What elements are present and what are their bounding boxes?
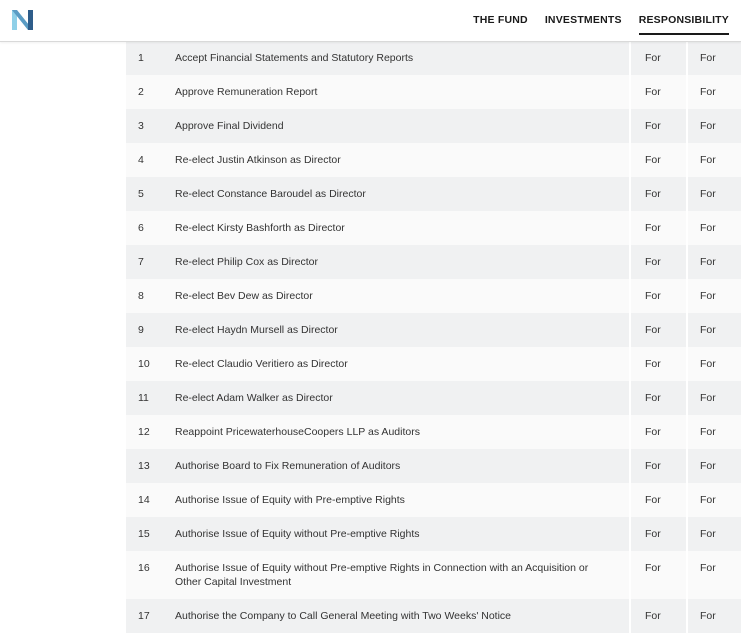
vote-cast: For [687, 75, 741, 109]
management-recommendation: For [630, 245, 687, 279]
management-recommendation: For [630, 177, 687, 211]
management-recommendation: For [630, 449, 687, 483]
resolution-number: 9 [126, 313, 175, 347]
table-row [126, 109, 741, 143]
table-row [126, 143, 741, 177]
management-recommendation: For [630, 415, 687, 449]
resolution-text: Re-elect Constance Baroudel as Director [175, 177, 630, 211]
table-row [126, 381, 741, 415]
management-recommendation: For [630, 381, 687, 415]
resolution-number: 7 [126, 245, 175, 279]
management-recommendation: For [630, 41, 687, 75]
resolution-number: 6 [126, 211, 175, 245]
management-recommendation: For [630, 347, 687, 381]
table-row [126, 279, 741, 313]
table-row [126, 347, 741, 381]
nav-responsibility[interactable]: RESPONSIBILITY [638, 13, 729, 26]
vote-cast: For [687, 143, 741, 177]
vote-cast: For [687, 415, 741, 449]
management-recommendation: For [630, 109, 687, 143]
n-brand-logo-icon[interactable] [12, 10, 34, 30]
resolution-text: Accept Financial Statements and Statutory Reports [175, 41, 630, 75]
resolution-text: Authorise the Company to Call General Meeting with Two Weeks' Notice [175, 599, 630, 633]
vote-cast: For [687, 313, 741, 347]
nav-the-fund[interactable]: THE FUND [473, 13, 528, 26]
resolution-number: 16 [126, 551, 175, 599]
resolution-text: Re-elect Justin Atkinson as Director [175, 143, 630, 177]
table-row [126, 313, 741, 347]
vote-cast: For [687, 551, 741, 599]
table-row [126, 75, 741, 109]
management-recommendation: For [630, 551, 687, 599]
resolution-text: Authorise Issue of Equity without Pre-emptive Rights [175, 517, 630, 551]
resolution-text: Re-elect Adam Walker as Director [175, 381, 630, 415]
vote-cast: For [687, 483, 741, 517]
management-recommendation: For [630, 599, 687, 633]
resolution-text: Authorise Issue of Equity without Pre-emptive Rights in Connection with an Acquisition or Other Capital Investment [175, 551, 630, 599]
management-recommendation: For [630, 211, 687, 245]
resolution-number: 11 [126, 381, 175, 415]
resolution-number: 14 [126, 483, 175, 517]
vote-cast: For [687, 211, 741, 245]
resolution-number: 2 [126, 75, 175, 109]
table-row [126, 245, 741, 279]
vote-cast: For [687, 599, 741, 633]
table-row [126, 551, 741, 599]
management-recommendation: For [630, 483, 687, 517]
resolution-number: 8 [126, 279, 175, 313]
table-row [126, 211, 741, 245]
table-row [126, 449, 741, 483]
main-nav [456, 0, 729, 41]
resolution-text: Re-elect Bev Dew as Director [175, 279, 630, 313]
resolution-text: Re-elect Claudio Veritiero as Director [175, 347, 630, 381]
table-row [126, 415, 741, 449]
resolution-number: 10 [126, 347, 175, 381]
resolution-number: 17 [126, 599, 175, 633]
table-row [126, 599, 741, 633]
vote-cast: For [687, 279, 741, 313]
table-row [126, 177, 741, 211]
resolution-number: 12 [126, 415, 175, 449]
vote-cast: For [687, 41, 741, 75]
vote-cast: For [687, 449, 741, 483]
table-row [126, 41, 741, 75]
resolution-number: 3 [126, 109, 175, 143]
management-recommendation: For [630, 75, 687, 109]
resolution-number: 5 [126, 177, 175, 211]
vote-cast: For [687, 245, 741, 279]
resolution-text: Authorise Board to Fix Remuneration of Auditors [175, 449, 630, 483]
resolution-text: Re-elect Haydn Mursell as Director [175, 313, 630, 347]
resolution-number: 13 [126, 449, 175, 483]
nav-investments[interactable]: INVESTMENTS [544, 13, 622, 26]
resolution-text: Reappoint PricewaterhouseCoopers LLP as Auditors [175, 415, 630, 449]
management-recommendation: For [630, 279, 687, 313]
vote-cast: For [687, 381, 741, 415]
resolution-text: Re-elect Philip Cox as Director [175, 245, 630, 279]
vote-cast: For [687, 517, 741, 551]
voting-table [126, 41, 741, 633]
site-header [0, 0, 741, 42]
resolution-number: 15 [126, 517, 175, 551]
resolution-text: Re-elect Kirsty Bashforth as Director [175, 211, 630, 245]
table-row [126, 517, 741, 551]
management-recommendation: For [630, 517, 687, 551]
vote-cast: For [687, 347, 741, 381]
management-recommendation: For [630, 143, 687, 177]
vote-cast: For [687, 177, 741, 211]
resolution-number: 1 [126, 41, 175, 75]
resolution-number: 4 [126, 143, 175, 177]
resolution-text: Approve Remuneration Report [175, 75, 630, 109]
table-row [126, 483, 741, 517]
resolution-text: Approve Final Dividend [175, 109, 630, 143]
vote-cast: For [687, 109, 741, 143]
resolution-text: Authorise Issue of Equity with Pre-emptive Rights [175, 483, 630, 517]
management-recommendation: For [630, 313, 687, 347]
